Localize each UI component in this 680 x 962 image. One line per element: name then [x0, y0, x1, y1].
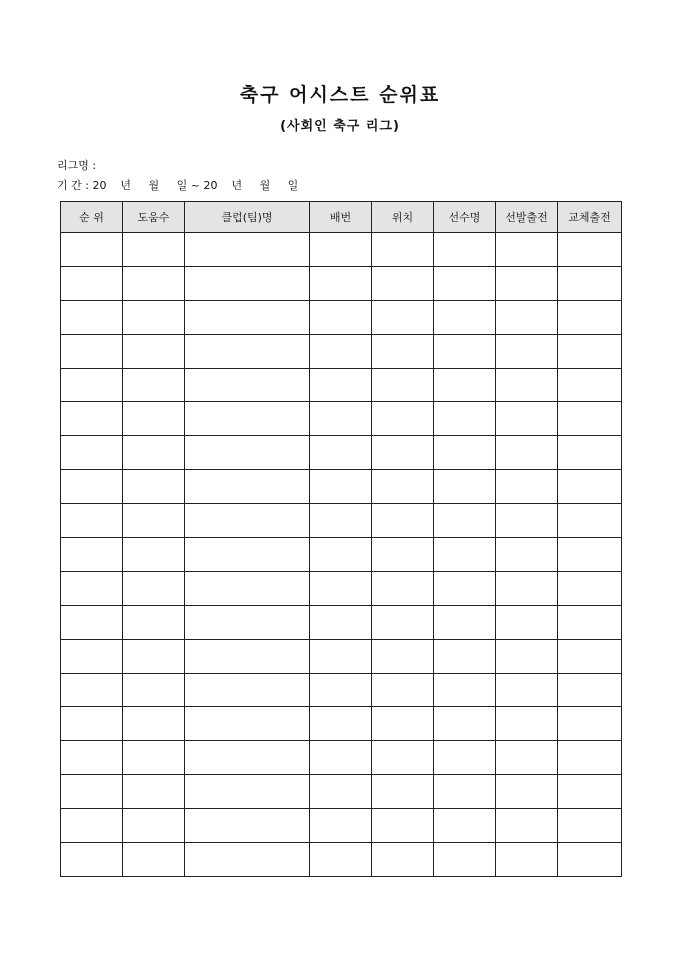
- table-row: [61, 402, 622, 436]
- cell-club: [185, 368, 310, 402]
- cell-starts: [496, 741, 558, 775]
- cell-position: [372, 538, 434, 572]
- column-header-club: 클럽(팀)명: [185, 202, 310, 233]
- column-header-subs: 교체출전: [558, 202, 622, 233]
- cell-player: [434, 334, 496, 368]
- table-row: [61, 334, 622, 368]
- cell-position: [372, 436, 434, 470]
- cell-starts: [496, 775, 558, 809]
- cell-rank: [61, 504, 123, 538]
- table-body: [61, 233, 622, 877]
- cell-subs: [558, 843, 622, 877]
- cell-rank: [61, 538, 123, 572]
- cell-player: [434, 233, 496, 267]
- cell-subs: [558, 775, 622, 809]
- cell-position: [372, 470, 434, 504]
- cell-rank: [61, 707, 123, 741]
- cell-rank: [61, 605, 123, 639]
- cell-position: [372, 266, 434, 300]
- cell-starts: [496, 673, 558, 707]
- cell-starts: [496, 571, 558, 605]
- cell-player: [434, 707, 496, 741]
- cell-position: [372, 843, 434, 877]
- cell-assists: [123, 741, 185, 775]
- cell-position: [372, 775, 434, 809]
- table-row: [61, 470, 622, 504]
- column-header-position: 위치: [372, 202, 434, 233]
- cell-assists: [123, 470, 185, 504]
- cell-club: [185, 707, 310, 741]
- table-row: [61, 266, 622, 300]
- cell-number: [310, 707, 372, 741]
- table-row: [61, 605, 622, 639]
- cell-player: [434, 470, 496, 504]
- cell-rank: [61, 334, 123, 368]
- cell-subs: [558, 707, 622, 741]
- cell-starts: [496, 402, 558, 436]
- cell-player: [434, 639, 496, 673]
- cell-number: [310, 368, 372, 402]
- cell-assists: [123, 639, 185, 673]
- cell-subs: [558, 673, 622, 707]
- cell-club: [185, 605, 310, 639]
- cell-player: [434, 538, 496, 572]
- period-label: 기 간 : 20 년 월 일 ~ 20 년 월 일: [57, 179, 299, 192]
- cell-club: [185, 673, 310, 707]
- cell-player: [434, 809, 496, 843]
- cell-player: [434, 436, 496, 470]
- cell-position: [372, 741, 434, 775]
- column-header-starts: 선발출전: [496, 202, 558, 233]
- cell-assists: [123, 402, 185, 436]
- cell-club: [185, 402, 310, 436]
- cell-subs: [558, 639, 622, 673]
- cell-club: [185, 233, 310, 267]
- cell-subs: [558, 368, 622, 402]
- cell-club: [185, 266, 310, 300]
- assist-ranking-table: [60, 201, 622, 877]
- cell-rank: [61, 775, 123, 809]
- table-row: [61, 300, 622, 334]
- cell-number: [310, 504, 372, 538]
- cell-club: [185, 843, 310, 877]
- cell-number: [310, 436, 372, 470]
- cell-assists: [123, 300, 185, 334]
- table-row: [61, 538, 622, 572]
- cell-player: [434, 673, 496, 707]
- cell-club: [185, 639, 310, 673]
- cell-number: [310, 334, 372, 368]
- cell-number: [310, 402, 372, 436]
- cell-number: [310, 809, 372, 843]
- cell-rank: [61, 233, 123, 267]
- table-row: [61, 809, 622, 843]
- table-row: [61, 233, 622, 267]
- cell-position: [372, 605, 434, 639]
- table-row: [61, 436, 622, 470]
- cell-number: [310, 843, 372, 877]
- cell-starts: [496, 809, 558, 843]
- cell-player: [434, 775, 496, 809]
- cell-number: [310, 571, 372, 605]
- cell-number: [310, 775, 372, 809]
- column-header-rank: 순 위: [61, 202, 123, 233]
- page-subtitle: (사회인 축구 리그): [280, 119, 400, 134]
- table-row: [61, 504, 622, 538]
- cell-starts: [496, 605, 558, 639]
- cell-position: [372, 639, 434, 673]
- cell-subs: [558, 605, 622, 639]
- cell-assists: [123, 504, 185, 538]
- cell-starts: [496, 233, 558, 267]
- column-header-player: 선수명: [434, 202, 496, 233]
- league-name-label: 리그명 :: [57, 159, 97, 172]
- cell-club: [185, 470, 310, 504]
- cell-rank: [61, 402, 123, 436]
- cell-player: [434, 741, 496, 775]
- cell-subs: [558, 538, 622, 572]
- cell-rank: [61, 741, 123, 775]
- cell-number: [310, 233, 372, 267]
- cell-position: [372, 504, 434, 538]
- cell-player: [434, 266, 496, 300]
- cell-assists: [123, 571, 185, 605]
- cell-position: [372, 334, 434, 368]
- cell-player: [434, 605, 496, 639]
- cell-rank: [61, 673, 123, 707]
- table-row: [61, 707, 622, 741]
- cell-player: [434, 368, 496, 402]
- cell-rank: [61, 368, 123, 402]
- cell-player: [434, 571, 496, 605]
- cell-position: [372, 809, 434, 843]
- cell-assists: [123, 368, 185, 402]
- cell-subs: [558, 571, 622, 605]
- cell-club: [185, 436, 310, 470]
- cell-subs: [558, 266, 622, 300]
- cell-starts: [496, 707, 558, 741]
- table-row: [61, 673, 622, 707]
- cell-position: [372, 707, 434, 741]
- cell-player: [434, 300, 496, 334]
- cell-starts: [496, 504, 558, 538]
- cell-number: [310, 300, 372, 334]
- cell-assists: [123, 266, 185, 300]
- cell-starts: [496, 334, 558, 368]
- cell-starts: [496, 470, 558, 504]
- cell-club: [185, 538, 310, 572]
- cell-starts: [496, 266, 558, 300]
- table-row: [61, 571, 622, 605]
- cell-assists: [123, 809, 185, 843]
- cell-rank: [61, 571, 123, 605]
- cell-player: [434, 843, 496, 877]
- cell-rank: [61, 639, 123, 673]
- cell-number: [310, 538, 372, 572]
- cell-position: [372, 673, 434, 707]
- cell-position: [372, 402, 434, 436]
- cell-subs: [558, 504, 622, 538]
- cell-number: [310, 741, 372, 775]
- cell-subs: [558, 470, 622, 504]
- cell-number: [310, 266, 372, 300]
- cell-starts: [496, 639, 558, 673]
- cell-rank: [61, 300, 123, 334]
- cell-assists: [123, 775, 185, 809]
- cell-rank: [61, 843, 123, 877]
- table-row: [61, 639, 622, 673]
- cell-assists: [123, 605, 185, 639]
- cell-position: [372, 571, 434, 605]
- cell-assists: [123, 707, 185, 741]
- cell-position: [372, 233, 434, 267]
- cell-starts: [496, 538, 558, 572]
- cell-number: [310, 639, 372, 673]
- cell-assists: [123, 843, 185, 877]
- cell-assists: [123, 334, 185, 368]
- cell-starts: [496, 300, 558, 334]
- cell-rank: [61, 470, 123, 504]
- cell-position: [372, 300, 434, 334]
- cell-club: [185, 334, 310, 368]
- cell-starts: [496, 368, 558, 402]
- table-header-row: [61, 202, 622, 233]
- cell-subs: [558, 233, 622, 267]
- cell-club: [185, 571, 310, 605]
- cell-assists: [123, 233, 185, 267]
- cell-subs: [558, 741, 622, 775]
- cell-assists: [123, 538, 185, 572]
- table-row: [61, 741, 622, 775]
- cell-assists: [123, 673, 185, 707]
- column-header-assists: 도움수: [123, 202, 185, 233]
- cell-player: [434, 504, 496, 538]
- cell-subs: [558, 402, 622, 436]
- table-row: [61, 368, 622, 402]
- column-header-number: 배번: [310, 202, 372, 233]
- cell-rank: [61, 436, 123, 470]
- cell-number: [310, 605, 372, 639]
- table-row: [61, 775, 622, 809]
- cell-starts: [496, 436, 558, 470]
- cell-rank: [61, 266, 123, 300]
- cell-position: [372, 368, 434, 402]
- cell-subs: [558, 300, 622, 334]
- cell-subs: [558, 436, 622, 470]
- cell-starts: [496, 843, 558, 877]
- cell-subs: [558, 334, 622, 368]
- cell-rank: [61, 809, 123, 843]
- table-row: [61, 843, 622, 877]
- cell-club: [185, 300, 310, 334]
- cell-player: [434, 402, 496, 436]
- cell-club: [185, 741, 310, 775]
- cell-club: [185, 504, 310, 538]
- cell-assists: [123, 436, 185, 470]
- cell-club: [185, 775, 310, 809]
- cell-number: [310, 470, 372, 504]
- page-title: 축구 어시스트 순위표: [239, 84, 441, 106]
- cell-subs: [558, 809, 622, 843]
- cell-number: [310, 673, 372, 707]
- cell-club: [185, 809, 310, 843]
